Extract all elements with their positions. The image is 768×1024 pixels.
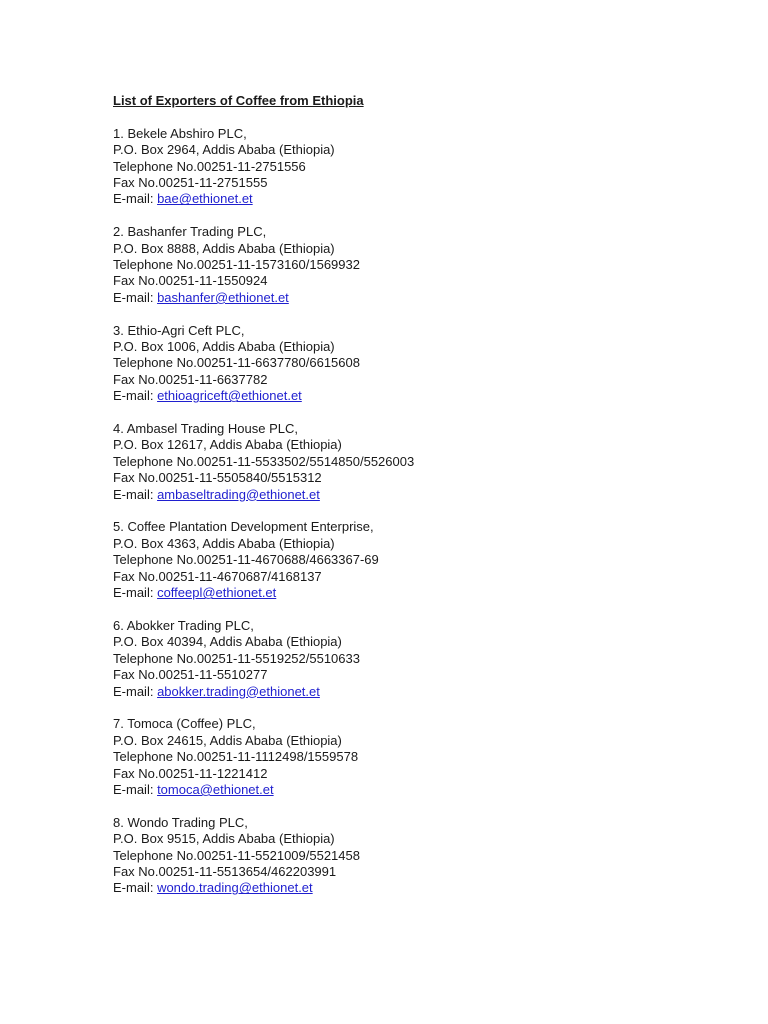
exporter-entry <box>113 126 733 208</box>
exporter-entry <box>113 519 733 601</box>
email-label: E-mail: <box>113 880 158 896</box>
exporter-name: 1. Bekele Abshiro PLC, <box>113 125 247 141</box>
exporter-telephone: Telephone No.00251-11-6637780/6615608 <box>113 355 360 371</box>
exporter-telephone: Telephone No.00251-11-5533502/5514850/5526003 <box>113 453 415 469</box>
exporter-fax: Fax No.00251-11-6637782 <box>113 371 268 387</box>
email-label: E-mail: <box>113 191 158 207</box>
exporter-fax: Fax No.00251-11-4670687/4168137 <box>113 568 322 584</box>
exporter-fax: Fax No.00251-11-5513654/462203991 <box>113 863 337 879</box>
exporter-address: P.O. Box 2964, Addis Ababa (Ethiopia) <box>113 142 335 158</box>
exporter-email-line <box>113 191 733 207</box>
exporter-name: 2. Bashanfer Trading PLC, <box>113 224 267 240</box>
exporter-email-link[interactable]: tomoca@ethionet.et <box>157 781 274 797</box>
exporter-address: P.O. Box 8888, Addis Ababa (Ethiopia) <box>113 240 335 256</box>
exporter-email-link[interactable]: ethioagriceft@ethionet.et <box>157 388 302 404</box>
email-label: E-mail: <box>113 781 158 797</box>
exporter-name: 6. Abokker Trading PLC, <box>113 617 254 633</box>
email-label: E-mail: <box>113 683 158 699</box>
exporter-email-link[interactable]: ambaseltrading@ethionet.et <box>157 486 320 502</box>
exporter-telephone: Telephone No.00251-11-1573160/1569932 <box>113 257 360 273</box>
exporter-entry <box>113 815 733 897</box>
exporter-email-link[interactable]: wondo.trading@ethionet.et <box>157 880 313 896</box>
exporter-entry <box>113 323 733 405</box>
exporter-fax: Fax No.00251-11-2751555 <box>113 175 268 191</box>
exporter-address: P.O. Box 4363, Addis Ababa (Ethiopia) <box>113 535 335 551</box>
exporter-email-line <box>113 880 733 896</box>
exporter-name: 8. Wondo Trading PLC, <box>113 814 248 830</box>
email-label: E-mail: <box>113 289 158 305</box>
exporter-address: P.O. Box 40394, Addis Ababa (Ethiopia) <box>113 634 342 650</box>
exporter-fax: Fax No.00251-11-1221412 <box>113 765 268 781</box>
exporter-email-link[interactable]: bashanfer@ethionet.et <box>157 289 289 305</box>
exporter-email-link[interactable]: bae@ethionet.et <box>157 191 253 207</box>
exporter-name: 4. Ambasel Trading House PLC, <box>113 421 298 437</box>
exporter-telephone: Telephone No.00251-11-5521009/5521458 <box>113 847 360 863</box>
exporter-name: 5. Coffee Plantation Development Enterprise, <box>113 519 374 535</box>
exporter-entry <box>113 421 733 503</box>
exporter-fax: Fax No.00251-11-1550924 <box>113 273 268 289</box>
exporter-email-link[interactable]: coffeepl@ethionet.et <box>157 585 277 601</box>
exporter-telephone: Telephone No.00251-11-5519252/5510633 <box>113 650 360 666</box>
exporter-name: 3. Ethio-Agri Ceft PLC, <box>113 322 245 338</box>
exporter-entry <box>113 618 733 700</box>
exporter-fax: Fax No.00251-11-5505840/5515312 <box>113 470 322 486</box>
email-label: E-mail: <box>113 585 158 601</box>
exporter-address: P.O. Box 1006, Addis Ababa (Ethiopia) <box>113 339 335 355</box>
exporter-entry <box>113 716 733 798</box>
exporter-email-line <box>113 684 733 700</box>
email-label: E-mail: <box>113 388 158 404</box>
exporter-email-line <box>113 487 733 503</box>
exporter-email-line <box>113 290 733 306</box>
exporter-address: P.O. Box 12617, Addis Ababa (Ethiopia) <box>113 437 342 453</box>
exporter-entry <box>113 224 733 306</box>
exporter-name: 7. Tomoca (Coffee) PLC, <box>113 716 256 732</box>
exporter-email-link[interactable]: abokker.trading@ethionet.et <box>157 683 320 699</box>
exporter-fax: Fax No.00251-11-5510277 <box>113 667 268 683</box>
exporter-email-line <box>113 388 733 404</box>
exporter-email-line <box>113 782 733 798</box>
exporter-telephone: Telephone No.00251-11-2751556 <box>113 158 306 174</box>
email-label: E-mail: <box>113 486 158 502</box>
exporter-list <box>113 126 733 897</box>
exporter-address: P.O. Box 24615, Addis Ababa (Ethiopia) <box>113 732 342 748</box>
exporter-email-line <box>113 585 733 601</box>
exporter-telephone: Telephone No.00251-11-4670688/4663367-69 <box>113 552 379 568</box>
exporter-address: P.O. Box 9515, Addis Ababa (Ethiopia) <box>113 831 335 847</box>
document-page <box>113 93 733 913</box>
document-title: List of Exporters of Coffee from Ethiopia <box>113 93 364 108</box>
exporter-telephone: Telephone No.00251-11-1112498/1559578 <box>113 749 359 765</box>
